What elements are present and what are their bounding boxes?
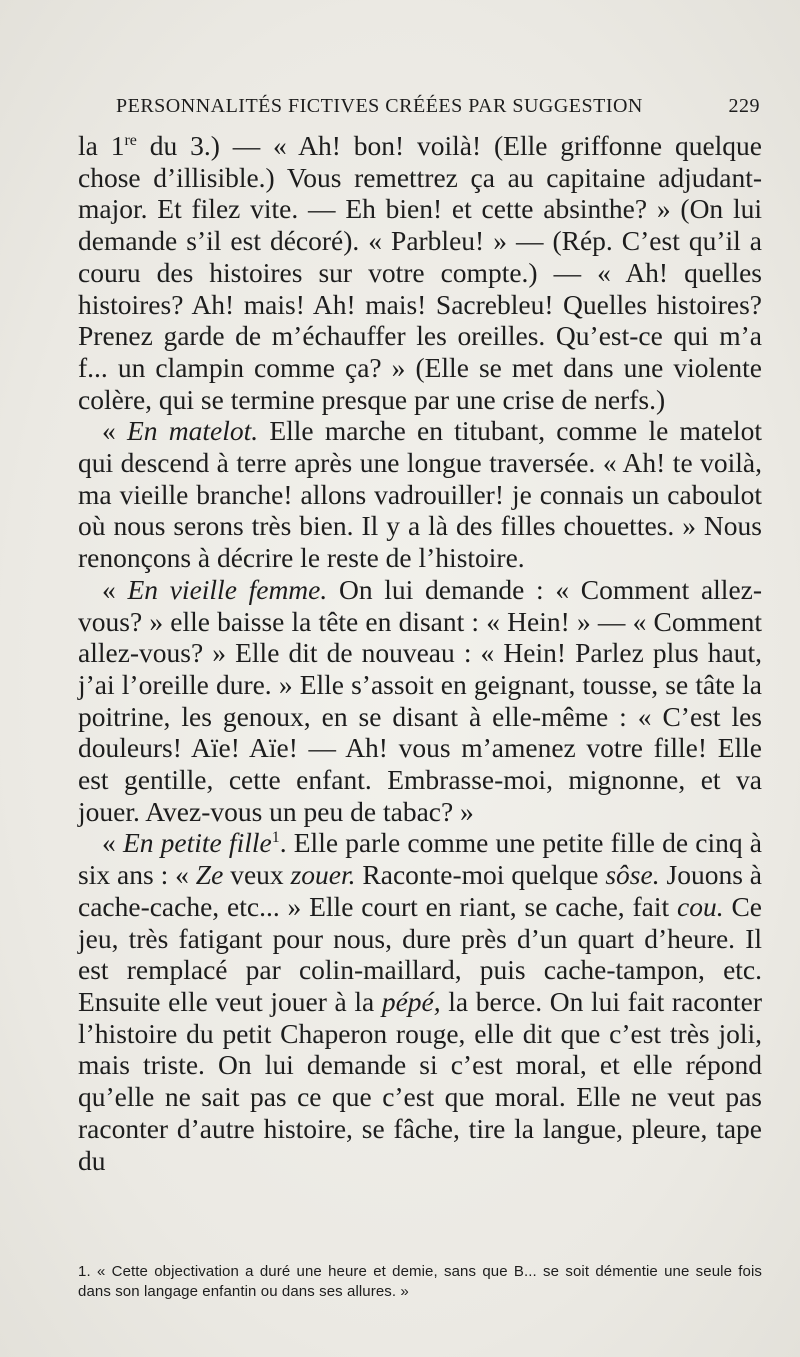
- text-run: . Elle parle comme une petite fille de cinq à six ans : «: [78, 827, 762, 891]
- italic-text: En matelot.: [126, 415, 259, 447]
- text-run: Jouons à cache-cache, etc... » Elle court en riant, se cache, fait: [78, 859, 763, 922]
- italic-text: zouer.: [290, 859, 356, 891]
- running-header: [116, 93, 760, 119]
- paragraph: [78, 130, 762, 415]
- text-run: Raconte-moi quelque: [355, 859, 606, 891]
- text-run: veux: [223, 859, 291, 891]
- italic-text: Ze: [195, 859, 224, 891]
- text-run: On lui demande : « Comment allez-vous? » elle baisse la tête en disant : « Hein! » — « Comment allez-vous? » Elle dit de nouveau : « Hein! Parlez plus haut, j’ai l’oreille dure. » Elle s’assoit en geignant, tousse, se tâte la poitrine, les genoux, en se disant à elle-même : « C’est les douleurs! Aïe! Aïe! — Ah! vous m’amenez votre fille! Elle est gentille, cette enfant. Embrasse-moi, mignonne, et va jouer. Avez-vous un peu de tabac? »: [78, 573, 763, 827]
- paragraph: [78, 827, 762, 1176]
- paragraph: [78, 574, 762, 828]
- italic-text: En petite fille: [122, 827, 272, 859]
- text-run: du 3.) — « Ah! bon! voilà! (Elle griffonne quelque chose d’illisible.) Vous remettrez ça au capitaine adjudant-major. Et filez vite. — Eh bien! et cette absinthe? » (On lui demande s’il est décoré). « Parbleu! » — (Rép. C’est qu’il a couru des histoires sur votre compte.) — « Ah! quelles histoires? Ah! mais! Ah! mais! Sacrebleu! Quelles histoires? Prenez garde de m’échauffer les oreilles. Qu’est-ce qui m’a f... un clampin comme ça? » (Elle se met dans une violente colère, qui se termine presque par une crise de nerfs.): [78, 130, 762, 415]
- superscript: 1: [271, 829, 280, 847]
- text-run: «: [102, 573, 128, 605]
- text-run: la 1: [78, 130, 125, 161]
- page-number: 229: [728, 95, 760, 117]
- running-title: PERSONNALITÉS FICTIVES CRÉÉES PAR SUGGESTION: [116, 95, 643, 117]
- footnote: 1. « Cette objectivation a duré une heure et demie, sans que B... se soit démentie une seule fois dans son langage enfantin ou dans ses allures. »: [78, 1263, 762, 1300]
- text-run: Ce jeu, très fatigant pour nous, dure près d’un quart d’heure. Il est remplacé par colin-maillard, puis cache-tampon, etc. Ensuite elle veut jouer à la: [78, 890, 762, 1017]
- text-run: «: [102, 415, 127, 447]
- italic-text: En vieille femme.: [127, 573, 328, 605]
- body-text: [78, 130, 762, 1176]
- paragraph: [78, 415, 762, 574]
- italic-text: pépé,: [381, 985, 441, 1017]
- text-run: Elle marche en titubant, comme le matelot qui descend à terre après une longue traversée. « Ah! te voilà, ma vieille branche! allons vadrouiller! je connais un caboulot où nous serons très bien. Il y a là des filles chouettes. » Nous renonçons à décrire le reste de l’histoire.: [78, 415, 763, 574]
- text-run: la berce. On lui fait raconter l’histoire du petit Chaperon rouge, elle dit que c’est très joli, mais triste. On lui demande si c’est moral, et elle répond qu’elle ne sait pas ce que c’est que moral. Elle ne veut pas raconter d’autre histoire, se fâche, tire la langue, pleure, tape du: [78, 985, 762, 1176]
- superscript: re: [124, 131, 137, 149]
- text-run: «: [102, 827, 123, 859]
- italic-text: cou.: [677, 890, 724, 922]
- italic-text: sôse.: [605, 859, 660, 891]
